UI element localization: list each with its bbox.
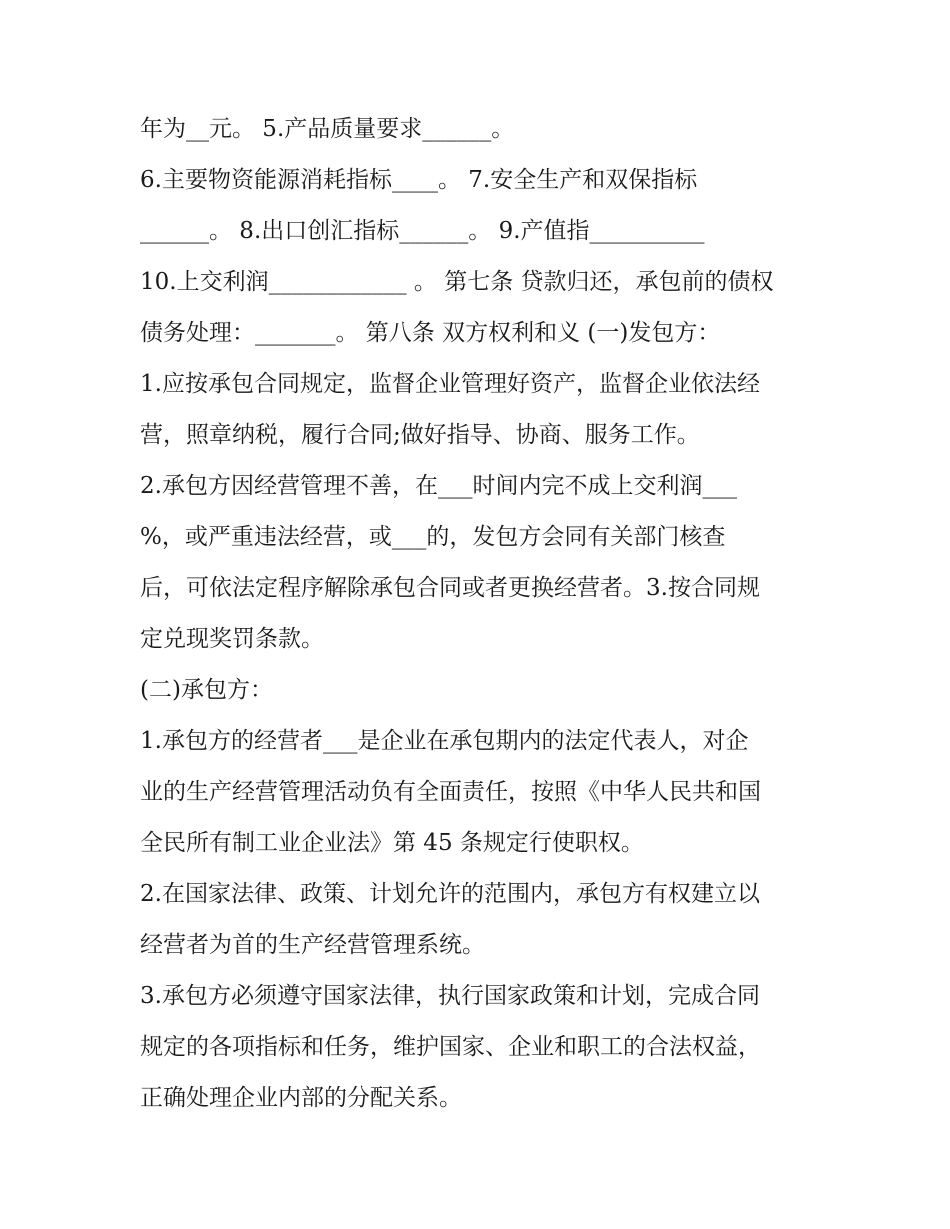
text-line-13: 1.承包方的经营者___是企业在承包期内的法定代表人，对企 (140, 728, 749, 754)
text-line-10: 后，可依法定程序解除承包合同或者更换经营者。3.按合同规 (140, 575, 760, 601)
text-line-9: %，或严重违法经营，或___的，发包方会同有关部门核查 (140, 524, 726, 550)
text-line-3: ______。 8.出口创汇指标______。 9.产值指__________ (140, 218, 705, 244)
text-line-20: 正确处理企业内部的分配关系。 (140, 1085, 462, 1111)
text-line-12: (二)承包方： (140, 677, 273, 703)
text-line-18: 3.承包方必须遵守国家法律，执行国家政策和计划，完成合同 (140, 983, 760, 1009)
text-line-17: 经营者为首的生产经营管理系统。 (140, 932, 485, 958)
text-line-15: 全民所有制工业企业法》第 45 条规定行使职权。 (140, 830, 644, 856)
text-line-8: 2.承包方因经营管理不善，在___时间内完不成上交利润___ (140, 473, 737, 499)
text-line-5: 债务处理：_______。 第八条 双方权利和义 (一)发包方： (140, 320, 721, 346)
text-line-2: 6.主要物资能源消耗指标____。 7.安全生产和双保指标 (140, 167, 698, 193)
text-line-11: 定兑现奖罚条款。 (140, 626, 324, 652)
text-line-14: 业的生产经营管理活动负有全面责任，按照《中华人民共和国 (140, 779, 761, 805)
text-line-7: 营，照章纳税，履行合同;做好指导、协商、服务工作。 (140, 422, 700, 448)
contract-body-text (140, 104, 830, 1124)
text-line-19: 规定的各项指标和任务，维护国家、企业和职工的合法权益， (140, 1034, 761, 1060)
text-line-4: 10.上交利润____________ 。 第七条 贷款归还，承包前的债权 (140, 269, 774, 295)
text-line-1: 年为__元。 5.产品质量要求______。 (140, 116, 515, 142)
text-line-6: 1.应按承包合同规定，监督企业管理好资产，监督企业依法经 (140, 371, 760, 397)
text-line-16: 2.在国家法律、政策、计划允许的范围内，承包方有权建立以 (140, 881, 760, 907)
